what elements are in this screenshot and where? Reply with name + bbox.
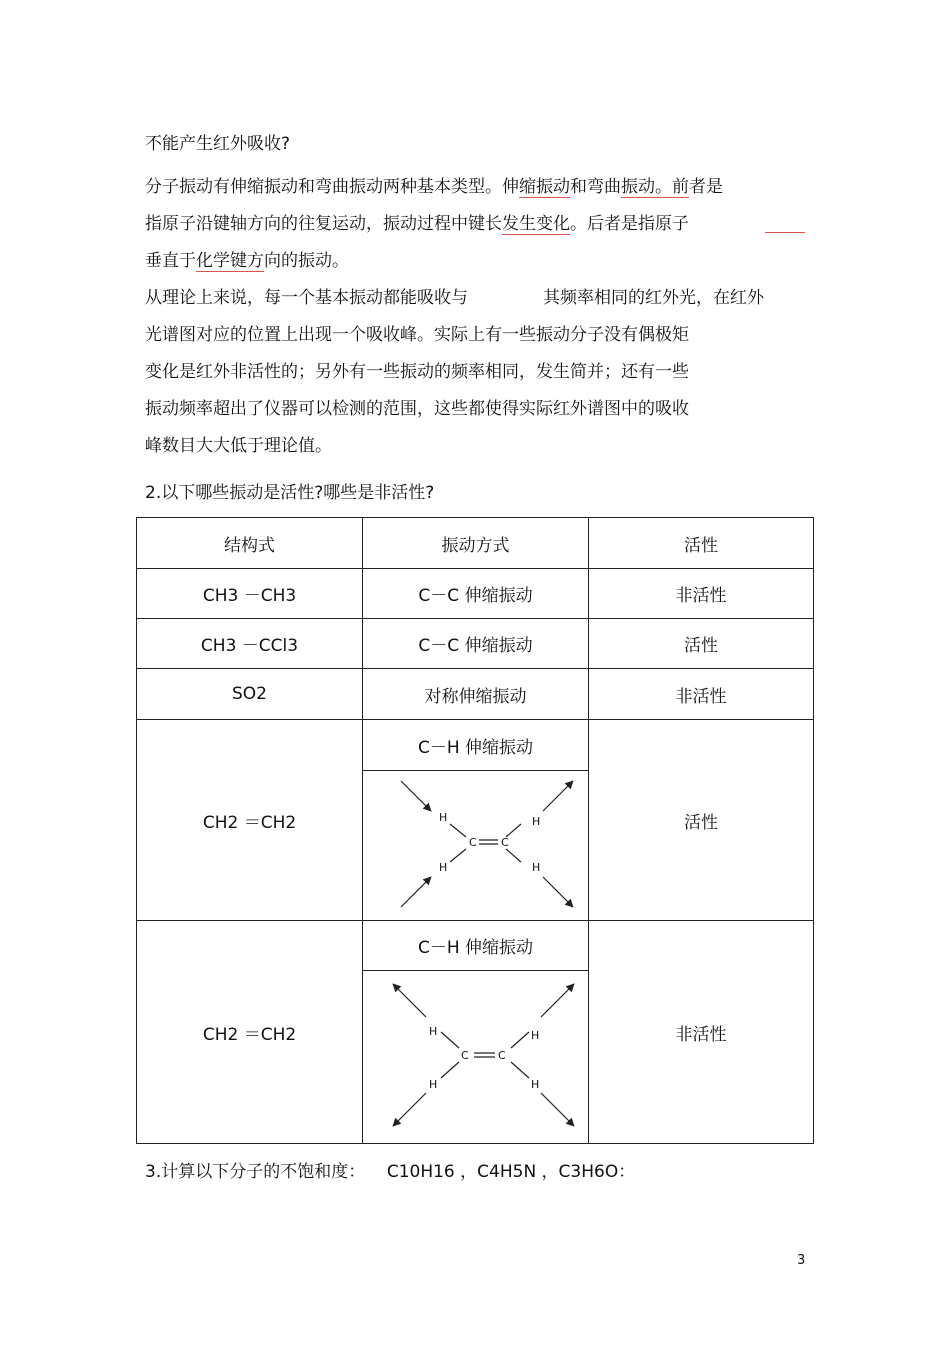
- paragraph-line: 其频率相同的红外光，在红外: [543, 288, 764, 308]
- question-2: 2.以下哪些振动是活性?哪些是非活性?: [145, 483, 435, 503]
- paragraph-line: 变化是红外非活性的；另外有一些振动的频率相同，发生简并；还有一些: [145, 362, 689, 382]
- atom-h: H: [531, 815, 540, 828]
- atom-c: C: [497, 1048, 506, 1062]
- atom-c: C: [468, 836, 477, 849]
- table-row: [137, 720, 814, 771]
- paragraph-line: 光谱图对应的位置上出现一个吸收峰。实际上有一些振动分子没有偶极矩: [145, 325, 689, 345]
- structure-cell: SO2: [137, 669, 363, 720]
- paragraph-line: 指原子沿键轴方向的往复运动，振动过程中键长发生变化。后者是指原子: [145, 214, 689, 234]
- atom-c: C: [500, 836, 509, 849]
- table-row: [137, 569, 814, 619]
- table-row: [137, 669, 814, 720]
- table-header-row: [137, 518, 814, 569]
- ethylene-outward-stretch-diagram: [371, 972, 581, 1138]
- structure-cell: CH2 ＝CH2: [137, 720, 363, 921]
- mode-cell: C－C 伸缩振动: [363, 619, 589, 669]
- activity-cell: 非活性: [589, 921, 814, 1144]
- atom-h: H: [531, 861, 540, 874]
- question-3: 3.计算以下分子的不饱和度： C10H16 ，C4H5N ，C3H6O：: [145, 1162, 636, 1182]
- activity-cell: 非活性: [589, 569, 814, 619]
- red-underline-mark: [765, 232, 805, 233]
- atom-h: H: [530, 1028, 539, 1042]
- header-activity: 活性: [589, 518, 814, 569]
- table-row: [137, 921, 814, 971]
- mode-cell: C－H 伸缩振动: [363, 921, 589, 971]
- ethylene-symmetric-stretch-diagram: [376, 771, 576, 915]
- header-structure: 结构式: [137, 518, 363, 569]
- structure-cell: CH3 －CH3: [137, 569, 363, 619]
- paragraph-line: 分子振动有伸缩振动和弯曲振动两种基本类型。伸缩振动和弯曲振动。前者是: [145, 177, 723, 197]
- activity-cell: 非活性: [589, 669, 814, 720]
- activity-cell: 活性: [589, 619, 814, 669]
- activity-cell: 活性: [589, 720, 814, 921]
- ethylene-diagram-cell: [363, 771, 589, 921]
- paragraph-line: 峰数目大大低于理论值。: [145, 436, 332, 456]
- mode-cell: C－C 伸缩振动: [363, 569, 589, 619]
- paragraph-line: 从理论上来说，每一个基本振动都能吸收与: [145, 288, 468, 308]
- structure-cell: CH3 －CCl3: [137, 619, 363, 669]
- table-row: [137, 619, 814, 669]
- mode-cell: C－H 伸缩振动: [363, 720, 589, 771]
- atom-h: H: [438, 861, 447, 874]
- atom-h: H: [438, 811, 447, 824]
- page-number: 3: [797, 1253, 806, 1268]
- paragraph-line: 不能产生红外吸收?: [145, 134, 291, 154]
- paragraph-line: 振动频率超出了仪器可以检测的范围，这些都使得实际红外谱图中的吸收: [145, 399, 689, 419]
- mode-cell: 对称伸缩振动: [363, 669, 589, 720]
- structure-cell: CH2 ＝CH2: [137, 921, 363, 1144]
- header-mode: 振动方式: [363, 518, 589, 569]
- atom-h: H: [428, 1024, 437, 1038]
- atom-h: H: [428, 1077, 437, 1091]
- atom-h: H: [530, 1077, 539, 1091]
- atom-c: C: [460, 1048, 469, 1062]
- vibration-table: [136, 517, 814, 1144]
- ethylene-diagram-cell: [363, 971, 589, 1144]
- paragraph-line: 垂直于化学键方向的振动。: [145, 251, 349, 271]
